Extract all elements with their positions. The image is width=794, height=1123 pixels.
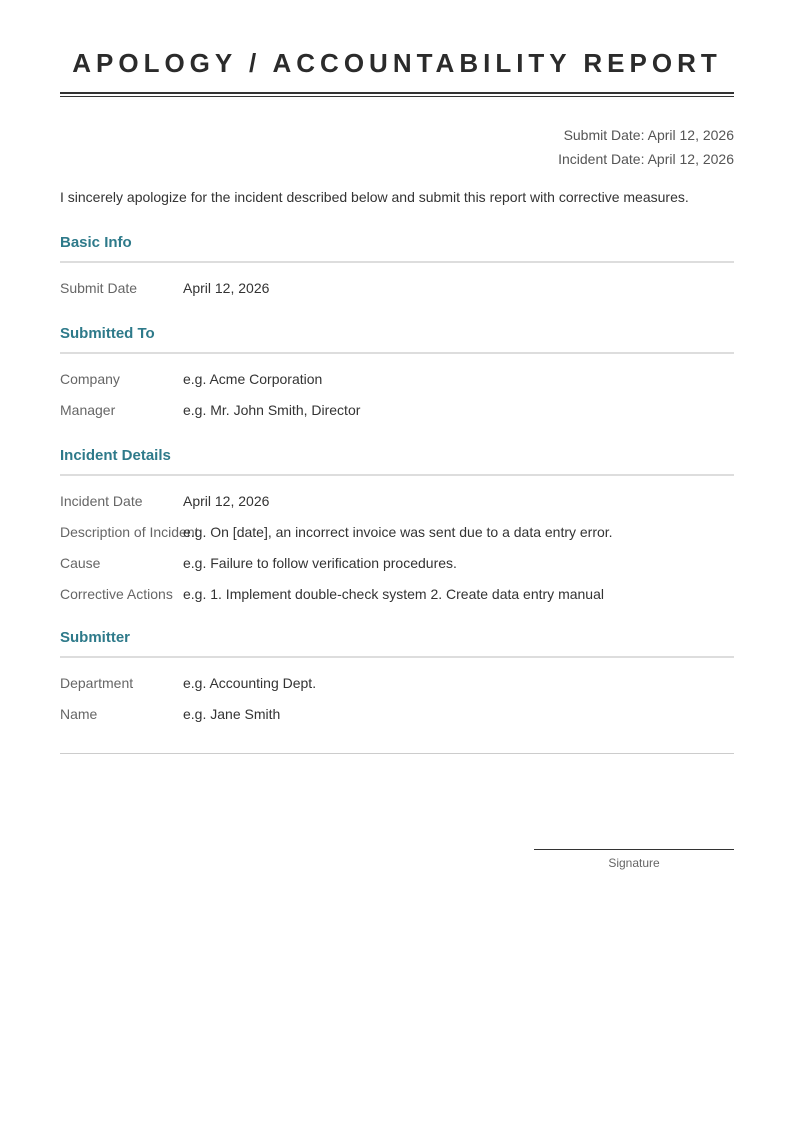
field-value: e.g. Mr. John Smith, Director bbox=[183, 402, 361, 418]
field-label: Submit Date bbox=[60, 280, 138, 296]
section-title: Incident Details bbox=[60, 446, 734, 476]
section-title: Basic Info bbox=[60, 233, 734, 263]
report-page bbox=[60, 0, 734, 730]
field-value: April 12, 2026 bbox=[183, 493, 270, 509]
section-title: Submitted To bbox=[60, 324, 734, 354]
section-submitted-to bbox=[60, 324, 734, 426]
field-label: Manager bbox=[60, 402, 116, 418]
field-label: Company bbox=[60, 371, 120, 387]
section-incident-details bbox=[60, 446, 734, 610]
field-row-description bbox=[60, 517, 734, 548]
field-label: Description of Incident bbox=[60, 524, 199, 540]
signature-line bbox=[534, 849, 734, 870]
section-basic-info bbox=[60, 233, 734, 304]
field-value: e.g. Failure to follow verification procedures. bbox=[183, 555, 457, 571]
field-label: Name bbox=[60, 706, 98, 722]
header-dates bbox=[60, 123, 734, 171]
field-row-company bbox=[60, 364, 734, 395]
content-end-divider bbox=[60, 753, 734, 754]
field-row-department bbox=[60, 668, 734, 699]
field-label: Corrective Actions bbox=[60, 586, 173, 602]
signature-label: Signature bbox=[608, 856, 660, 870]
field-row-manager bbox=[60, 395, 734, 426]
intro-statement: I sincerely apologize for the incident described below and submit this report with corrective measures. bbox=[60, 189, 689, 205]
field-value: April 12, 2026 bbox=[183, 280, 270, 296]
field-row-name bbox=[60, 699, 734, 730]
field-label: Cause bbox=[60, 555, 101, 571]
report-title: APOLOGY / ACCOUNTABILITY REPORT bbox=[72, 48, 722, 78]
field-row-cause bbox=[60, 548, 734, 579]
field-row-incident-date bbox=[60, 486, 734, 517]
field-value: e.g. Accounting Dept. bbox=[183, 675, 317, 691]
title-double-rule bbox=[60, 92, 734, 97]
field-value: e.g. Jane Smith bbox=[183, 706, 281, 722]
field-label: Incident Date bbox=[60, 493, 143, 509]
field-value: e.g. Acme Corporation bbox=[183, 371, 323, 387]
section-submitter bbox=[60, 628, 734, 730]
field-row-corrective-actions bbox=[60, 579, 734, 610]
section-title: Submitter bbox=[60, 628, 734, 658]
field-value: e.g. 1. Implement double-check system 2. Create data entry manual bbox=[183, 586, 604, 602]
field-label: Department bbox=[60, 675, 134, 691]
field-row-submit-date bbox=[60, 273, 734, 304]
header-incident-date: Incident Date: April 12, 2026 bbox=[558, 151, 734, 167]
header-submit-date: Submit Date: April 12, 2026 bbox=[563, 127, 734, 143]
field-value: e.g. On [date], an incorrect invoice was sent due to a data entry error. bbox=[183, 524, 613, 540]
